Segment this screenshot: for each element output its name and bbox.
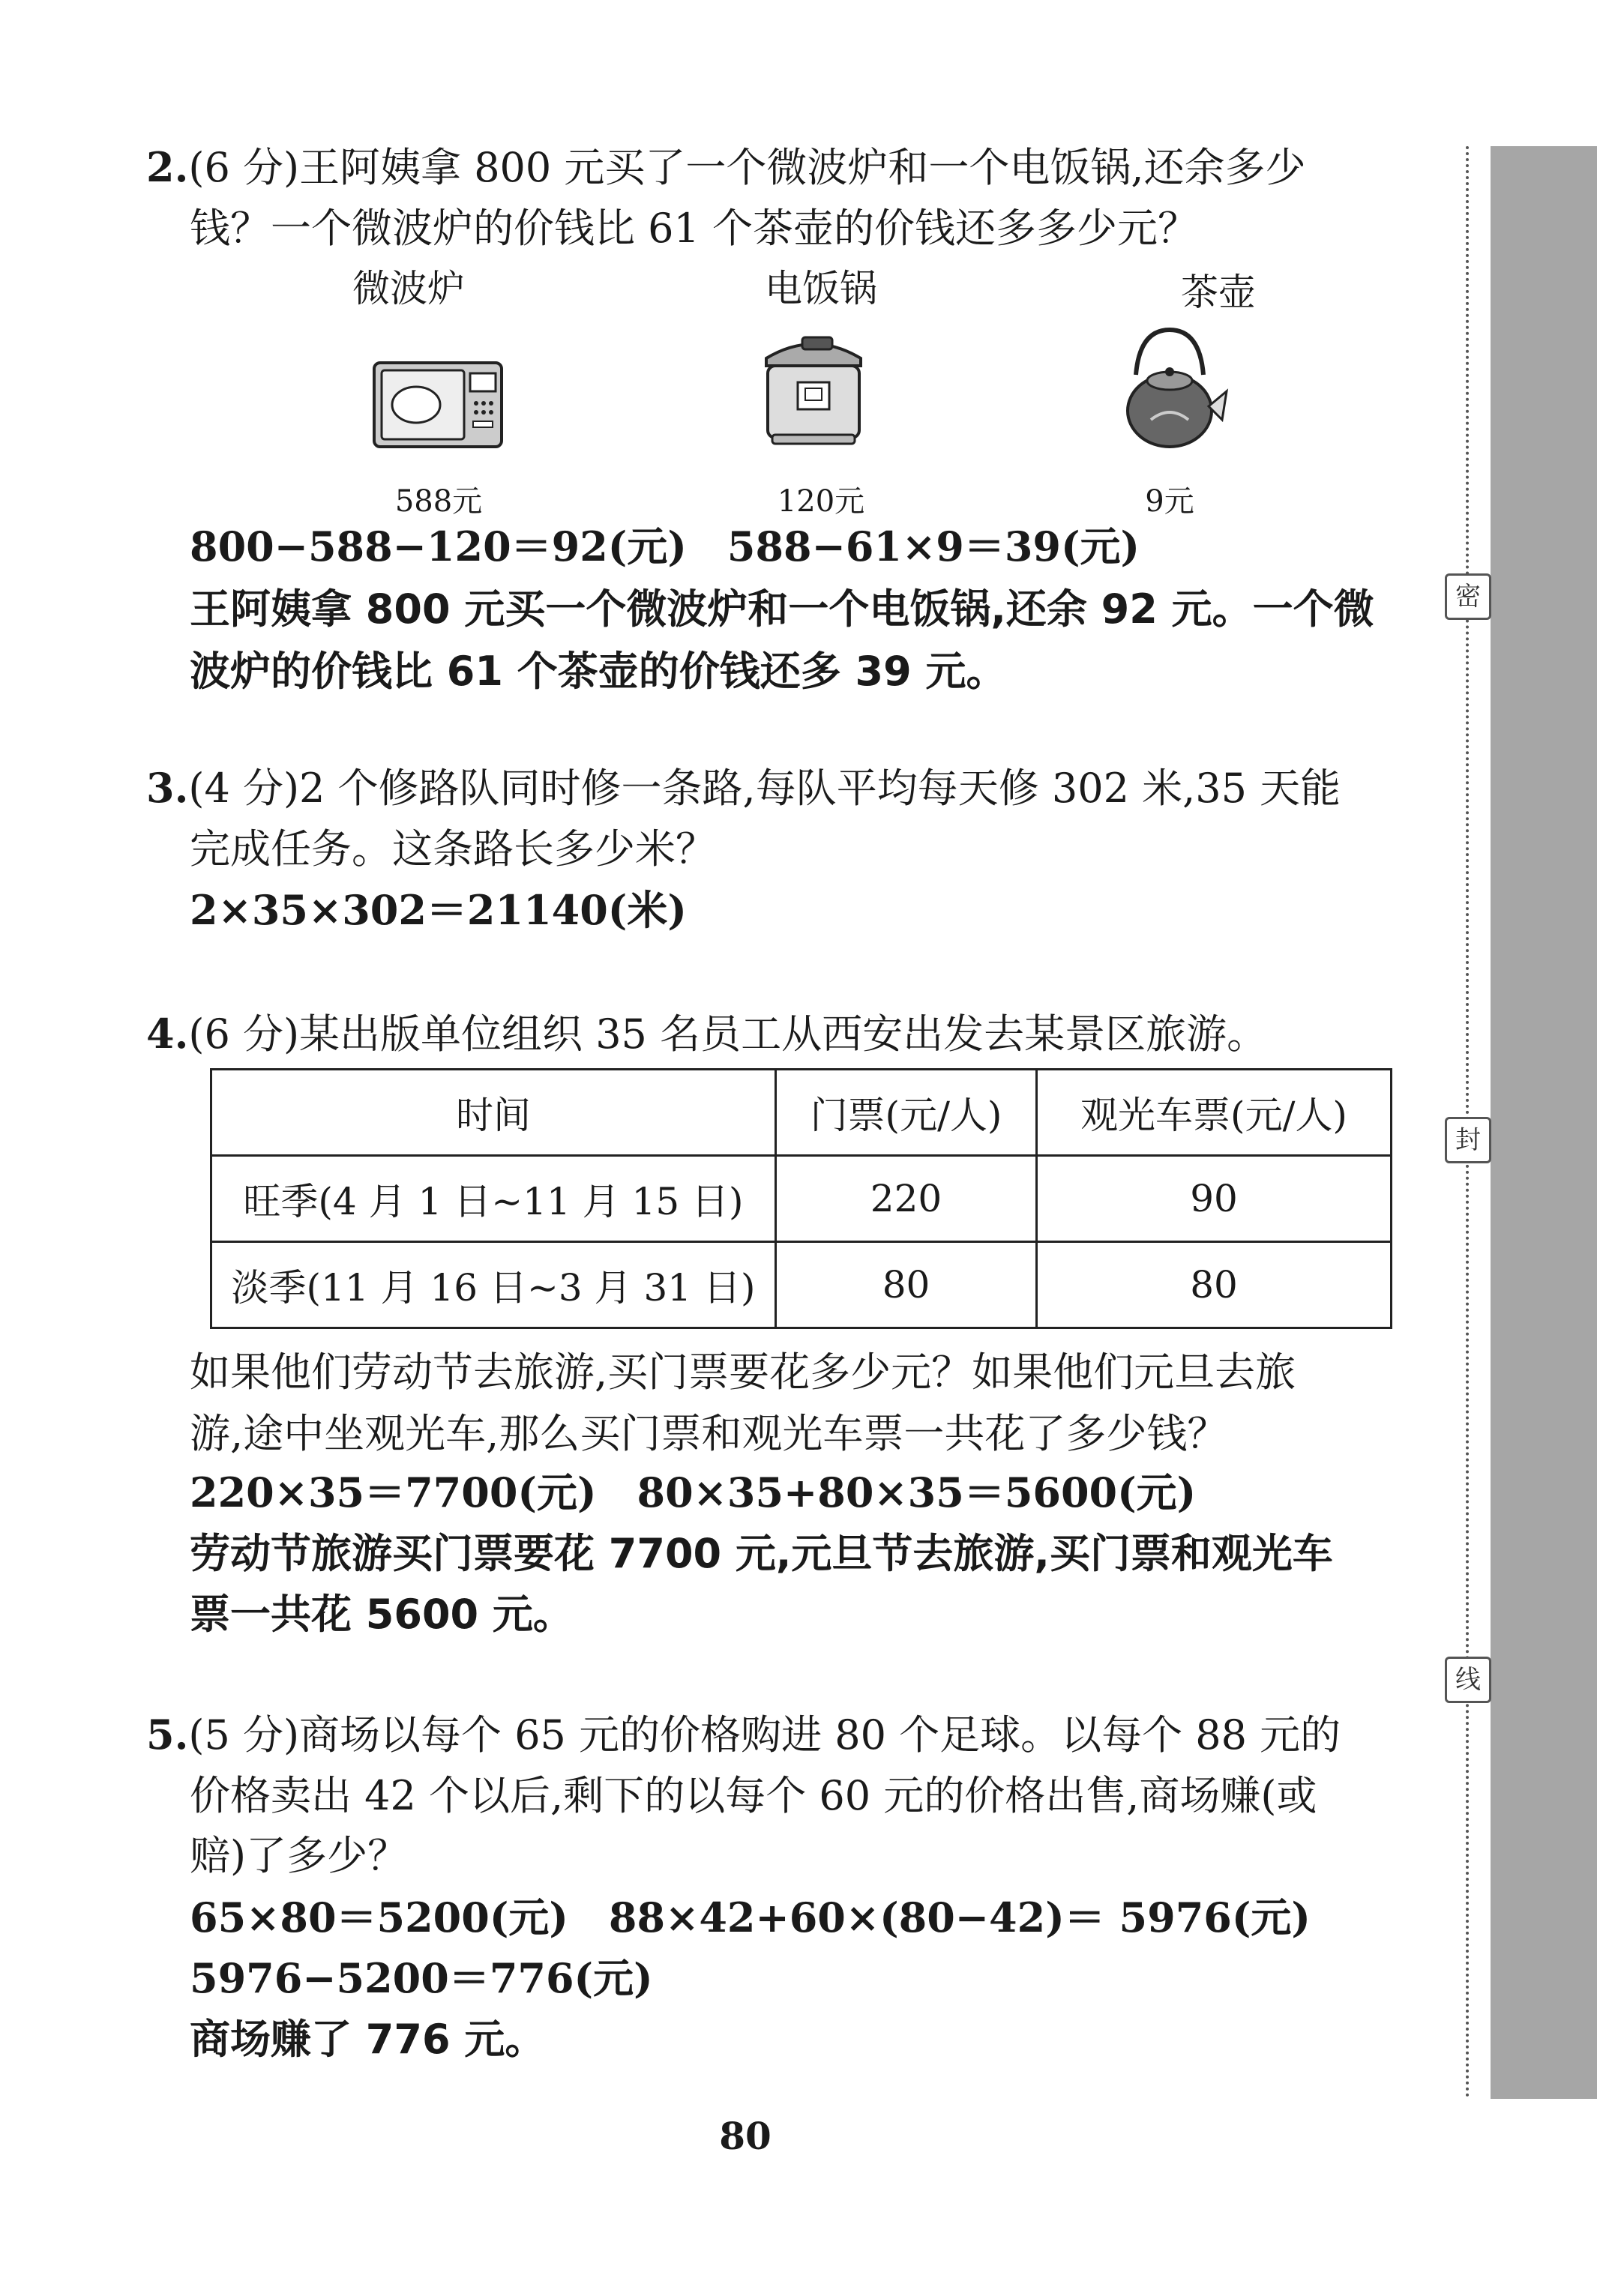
table-header: 时间 xyxy=(211,1070,776,1156)
question-text: 价格卖出 42 个以后,剩下的以每个 60 元的价格出售,商场赚(或 xyxy=(190,1772,1317,1819)
item-price: 588元 xyxy=(394,484,483,519)
table-cell: 旺季(4 月 1 日~11 月 15 日) xyxy=(211,1156,776,1242)
answer-equation: 65×80＝5200(元) 88×42+60×(80−42)＝ 5976(元) xyxy=(190,1893,1311,1941)
question-text: 完成任务。这条路长多少米？ xyxy=(190,825,716,873)
answer-text: 波炉的价钱比 61 个茶壶的价钱还多 39 元。 xyxy=(190,648,1007,695)
question-5 xyxy=(146,1704,1341,1766)
microwave-icon xyxy=(371,360,506,454)
item-label: 电饭锅 xyxy=(765,267,877,310)
table-header-row xyxy=(211,1070,1392,1156)
answer-equation: 800−588−120＝92(元) 588−61×9＝39(元) xyxy=(190,522,1140,570)
question-number: 2. xyxy=(146,143,189,191)
question-text: (6 分)王阿姨拿 800 元买了一个微波炉和一个电饭锅,还余多少 xyxy=(188,144,1306,191)
page-number: 80 xyxy=(719,2114,772,2158)
rice-cooker-icon xyxy=(757,322,870,450)
question-text: 游,途中坐观光车,那么买门票和观光车票一共花了多少钱？ xyxy=(190,1410,1228,1457)
item-label: 茶壶 xyxy=(1181,271,1256,314)
item-label: 微波炉 xyxy=(352,267,465,310)
answer-equation: 220×35＝7700(元) 80×35+80×35＝5600(元) xyxy=(190,1468,1197,1516)
question-4 xyxy=(146,1003,1267,1065)
teapot-icon xyxy=(1110,322,1230,454)
fold-mark: 封 xyxy=(1445,1117,1491,1163)
question-text: (6 分)某出版单位组织 35 名员工从西安出发去某景区旅游。 xyxy=(188,1010,1268,1058)
question-text: (5 分)商场以每个 65 元的价格购进 80 个足球。以每个 88 元的 xyxy=(188,1711,1341,1759)
table-row xyxy=(211,1242,1392,1328)
question-3 xyxy=(146,757,1341,819)
table-cell: 220 xyxy=(776,1156,1037,1242)
item-price: 9元 xyxy=(1145,484,1194,519)
question-number: 4. xyxy=(146,1010,189,1058)
question-text: 赔)了多少？ xyxy=(190,1832,409,1879)
answer-equation: 5976−5200＝776(元) xyxy=(190,1954,653,2002)
table-header: 门票(元/人) xyxy=(776,1070,1037,1156)
question-number: 3. xyxy=(146,764,189,812)
answer-text: 商场赚了 776 元。 xyxy=(190,2016,546,2063)
margin-strip xyxy=(1491,146,1597,2099)
answer-text: 劳动节旅游买门票要花 7700 元,元旦节去旅游,买门票和观光车 xyxy=(190,1530,1333,1577)
question-number: 5. xyxy=(146,1711,189,1759)
table-cell: 淡季(11 月 16 日~3 月 31 日) xyxy=(211,1242,776,1328)
table-cell: 90 xyxy=(1037,1156,1392,1242)
line-mark: 线 xyxy=(1445,1657,1491,1703)
question-text: 钱？一个微波炉的价钱比 61 个茶壶的价钱还多多少元？ xyxy=(190,205,1199,252)
answer-text: 王阿姨拿 800 元买一个微波炉和一个电饭锅,还余 92 元。一个微 xyxy=(190,585,1374,633)
seal-mark: 密 xyxy=(1445,573,1491,620)
table-header: 观光车票(元/人) xyxy=(1037,1070,1392,1156)
question-2 xyxy=(146,136,1306,199)
table-cell: 80 xyxy=(1037,1242,1392,1328)
question-text: 如果他们劳动节去旅游,买门票要花多少元？如果他们元旦去旅 xyxy=(190,1349,1296,1396)
answer-equation: 2×35×302＝21140(米) xyxy=(190,886,687,934)
table-row xyxy=(211,1156,1392,1242)
item-price: 120元 xyxy=(777,484,865,519)
answer-text: 票一共花 5600 元。 xyxy=(190,1591,574,1638)
table-cell: 80 xyxy=(776,1242,1037,1328)
ticket-price-table xyxy=(210,1068,1392,1329)
question-text: (4 分)2 个修路队同时修一条路,每队平均每天修 302 米,35 天能 xyxy=(188,765,1341,812)
